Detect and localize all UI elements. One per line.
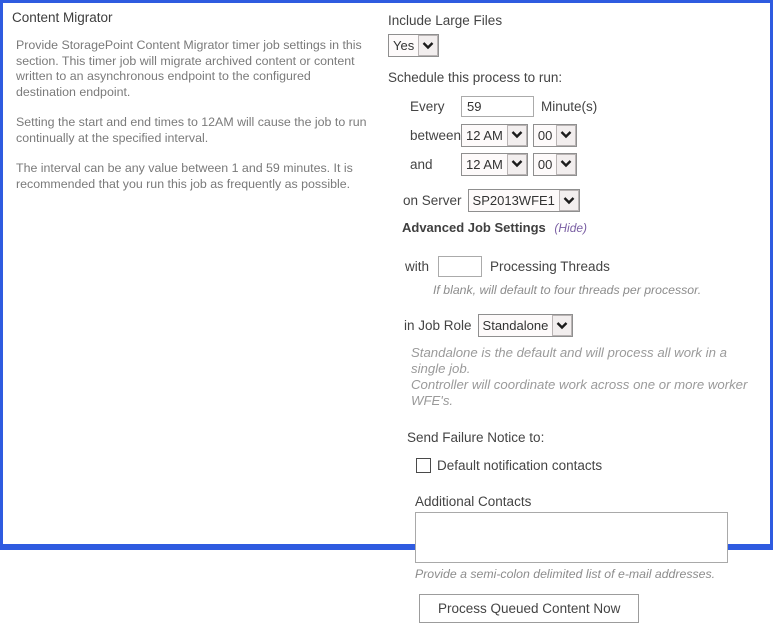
job-role-select[interactable] [478, 314, 574, 337]
default-contacts-label: Default notification contacts [437, 458, 603, 473]
description-paragraph: Setting the start and end times to 12AM will cause the job to run continually at the specified interval. [16, 115, 367, 145]
start-time-row [410, 123, 758, 147]
processing-threads-input[interactable] [438, 256, 482, 277]
chevron-down-icon [552, 315, 572, 336]
on-server-label: on Server [403, 193, 462, 208]
with-label: with [405, 259, 430, 274]
additional-contacts-label: Additional Contacts [415, 494, 532, 509]
chevron-down-icon [507, 154, 527, 175]
start-hour-value: 12 AM [466, 127, 503, 143]
hide-advanced-link[interactable]: (Hide) [554, 221, 588, 235]
advanced-settings-row [402, 220, 758, 235]
processing-threads-label: Processing Threads [490, 259, 610, 274]
every-label: Every [410, 98, 445, 114]
processing-threads-note: If blank, will default to four threads per processor. [433, 283, 702, 297]
default-contacts-row [416, 458, 758, 473]
additional-contacts-textarea[interactable] [415, 512, 728, 563]
chevron-down-icon [556, 154, 576, 175]
description-paragraph: The interval can be any value between 1 and 59 minutes. It is recommended that you run this job as frequently as possible. [16, 161, 353, 191]
end-hour-value: 12 AM [466, 156, 503, 172]
job-role-note-line2: Controller will coordinate work across one or more worker WFE's. [411, 377, 748, 408]
include-large-files-select[interactable] [388, 34, 439, 57]
end-minute-value: 00 [537, 156, 553, 172]
chevron-down-icon [559, 190, 579, 211]
schedule-rows [410, 94, 758, 176]
send-failure-notice-heading: Send Failure Notice to: [407, 430, 545, 445]
minutes-label: Minute(s) [541, 98, 598, 114]
job-role-note-line1: Standalone is the default and will process all work in a single job. [411, 345, 727, 376]
and-label: and [410, 156, 433, 172]
job-role-row [404, 314, 758, 337]
additional-contacts-note: Provide a semi-colon delimited list of e-mail addresses. [415, 567, 716, 581]
server-select[interactable] [468, 189, 580, 212]
start-minute-value: 00 [537, 127, 553, 143]
process-queued-content-button[interactable]: Process Queued Content Now [419, 594, 639, 623]
end-minute-select[interactable] [533, 153, 577, 176]
interval-row [410, 94, 758, 118]
interval-minutes-input[interactable] [461, 96, 534, 117]
include-large-files-value: Yes [393, 38, 415, 53]
end-time-row [410, 152, 758, 176]
server-value: SP2013WFE1 [472, 193, 555, 208]
server-row [403, 189, 758, 212]
chevron-down-icon [507, 125, 527, 146]
in-job-role-label: in Job Role [404, 318, 472, 333]
chevron-down-icon [556, 125, 576, 146]
start-hour-select[interactable] [461, 124, 528, 147]
chevron-down-icon [418, 35, 438, 56]
include-large-files-label: Include Large Files [388, 13, 503, 28]
processing-threads-row [405, 256, 758, 277]
advanced-job-settings-label: Advanced Job Settings [402, 220, 546, 235]
settings-form-column [381, 3, 770, 616]
section-title: Content Migrator [12, 10, 113, 25]
description-column [3, 3, 381, 544]
end-hour-select[interactable] [461, 153, 528, 176]
start-minute-select[interactable] [533, 124, 577, 147]
schedule-heading: Schedule this process to run: [388, 70, 563, 85]
job-role-note [411, 345, 758, 409]
between-label: between [410, 127, 462, 143]
job-role-value: Standalone [482, 318, 549, 333]
description-paragraph: Provide StoragePoint Content Migrator timer job settings in this section. This timer job will migrate archived content or content written to an asynchronous endpoint to the configured destination endpoint. [16, 38, 362, 99]
default-contacts-checkbox[interactable] [416, 458, 431, 473]
